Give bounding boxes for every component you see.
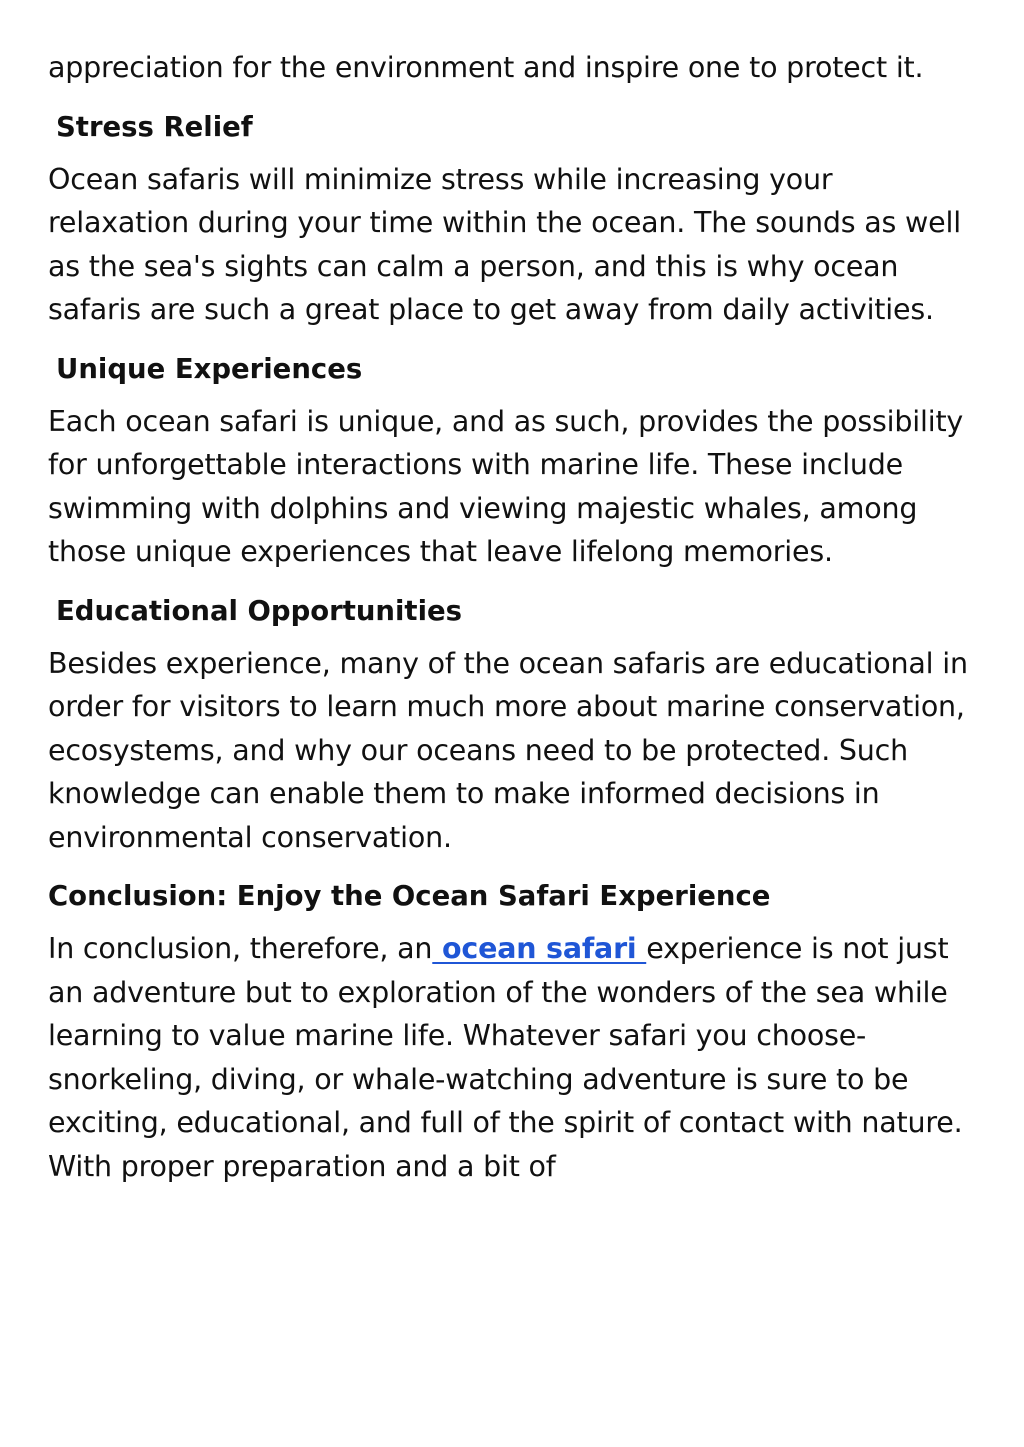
heading-unique-experiences: Unique Experiences [56, 352, 363, 385]
document-page [48, 46, 978, 1188]
conclusion-text-after-link: experience is not just an adventure but to exploration of the wonders of the sea while learning to value marine life. Whatever safari you choose- snorkeling, diving, or whale-watching adventure is sure to be exciting, educational, and full of the spirit of contact with nature. With proper preparation and a bit of [48, 932, 963, 1183]
heading-educational-opportunities: Educational Opportunities [56, 594, 463, 627]
heading-stress-relief: Stress Relief [56, 110, 253, 143]
paragraph-conclusion [48, 927, 978, 1188]
intro-paragraph: appreciation for the environment and inspire one to protect it. [48, 51, 924, 84]
paragraph-stress-relief: Ocean safaris will minimize stress while increasing your relaxation during your time within the ocean. The sounds as well as the sea's sights can calm a person, and this is why ocean safaris are such a great place to get away from daily activities. [48, 162, 961, 326]
paragraph-unique-experiences: Each ocean safari is unique, and as such, provides the possibility for unforgettable interactions with marine life. These include swimming with dolphins and viewing majestic whales, among those unique experiences that leave lifelong memories. [48, 404, 964, 568]
paragraph-educational-opportunities: Besides experience, many of the ocean safaris are educational in order for visitors to learn much more about marine conservation, ecosystems, and why our oceans need to be protected. Such knowledge can enable them to make informed decisions in environmental conservation. [48, 646, 968, 854]
heading-conclusion: Conclusion: Enjoy the Ocean Safari Experience [48, 880, 771, 912]
conclusion-text-before-link: In conclusion, therefore, an [48, 932, 433, 965]
ocean-safari-link[interactable]: ocean safari [432, 932, 647, 965]
